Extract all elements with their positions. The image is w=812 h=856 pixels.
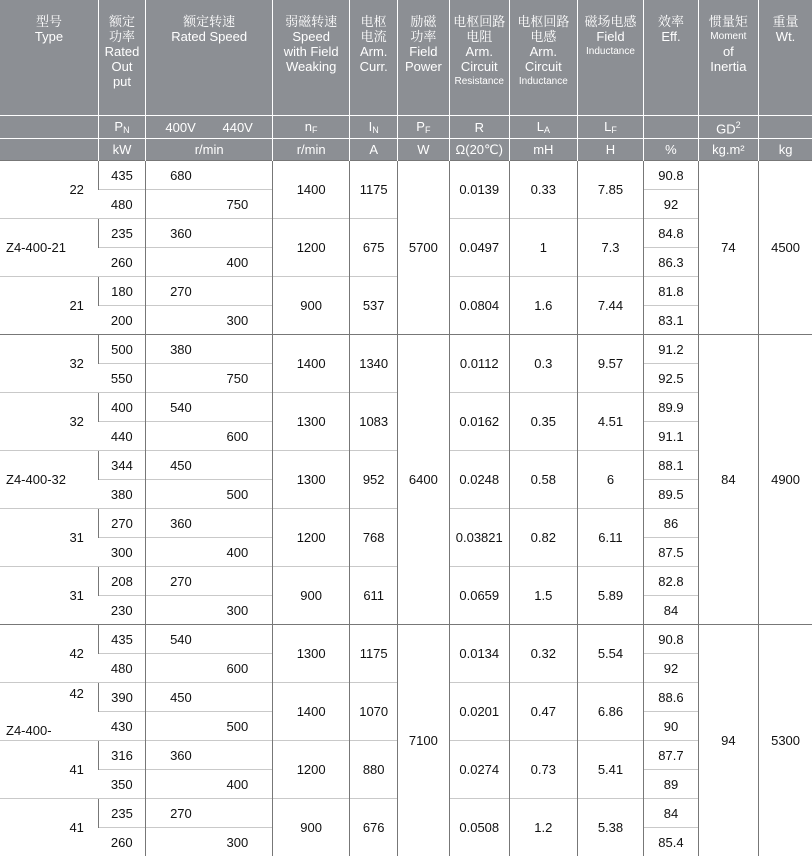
- hdr-eff: 效率 Eff.: [644, 0, 698, 116]
- type-cell: [0, 509, 98, 567]
- frame-label: 31: [0, 588, 98, 603]
- weak-speed: 900: [273, 277, 350, 335]
- unit-nf: r/min: [273, 139, 350, 161]
- sym-pf: $P_F$: [398, 116, 449, 139]
- unit-la: mH: [510, 139, 578, 161]
- arm-current: 676: [350, 799, 398, 856]
- speed-440v: 500: [146, 712, 273, 741]
- table-row: [0, 625, 812, 654]
- speed-400v: 360: [146, 509, 273, 538]
- output-kw: 208: [98, 567, 145, 596]
- sym-la: $L_A$: [510, 116, 578, 139]
- speed-400v: 360: [146, 219, 273, 248]
- efficiency: 84: [644, 596, 698, 625]
- efficiency: 91.2: [644, 335, 698, 364]
- output-kw: 400: [98, 393, 145, 422]
- type-cell: [0, 625, 98, 683]
- unit-speed: r/min: [146, 139, 273, 161]
- efficiency: 92.5: [644, 364, 698, 393]
- speed-440v: 750: [146, 364, 273, 393]
- hdr-field-inductance: 磁场电感 Field Inductance: [577, 0, 644, 116]
- resistance: 0.0139: [449, 161, 509, 219]
- sym-lf: $L_F$: [577, 116, 644, 139]
- weak-speed: 1400: [273, 335, 350, 393]
- type-cell: [0, 161, 98, 219]
- output-kw: 480: [98, 190, 145, 219]
- hdr-weak: 弱磁转速 Speed with Field Weaking: [273, 0, 350, 116]
- hdr-type: 型号 Type: [0, 0, 98, 116]
- unit-pn: kW: [98, 139, 145, 161]
- resistance: 0.0162: [449, 393, 509, 451]
- output-kw: 440: [98, 422, 145, 451]
- weight: 4500: [759, 161, 812, 335]
- arm-current: 1083: [350, 393, 398, 451]
- model-name: Z4-400-: [0, 701, 98, 738]
- sym-nf: $n_F$: [273, 116, 350, 139]
- efficiency: 92: [644, 190, 698, 219]
- speed-400v: 270: [146, 567, 273, 596]
- output-kw: 260: [98, 248, 145, 277]
- arm-inductance: 1.2: [510, 799, 578, 856]
- efficiency: 91.1: [644, 422, 698, 451]
- efficiency: 87.5: [644, 538, 698, 567]
- resistance: 0.03821: [449, 509, 509, 567]
- type-cell: [0, 451, 98, 509]
- field-inductance: 7.44: [577, 277, 644, 335]
- arm-current: 1175: [350, 625, 398, 683]
- speed-440v: 400: [146, 538, 273, 567]
- field-inductance: 7.85: [577, 161, 644, 219]
- unit-gd: kg.m²: [698, 139, 758, 161]
- table-row: [0, 335, 812, 364]
- speed-440v: 300: [146, 828, 273, 856]
- frame-label: 22: [0, 182, 98, 197]
- hdr-inductance: 电枢回路 电感 Arm. Circuit Inductance: [510, 0, 578, 116]
- model-name: Z4-400-21: [0, 240, 98, 255]
- inertia: 94: [698, 625, 758, 856]
- output-kw: 480: [98, 654, 145, 683]
- arm-inductance: 0.32: [510, 625, 578, 683]
- hdr-curr: 电枢 电流 Arm. Curr.: [350, 0, 398, 116]
- output-kw: 550: [98, 364, 145, 393]
- sym-gd: $GD^2$: [698, 116, 758, 139]
- weak-speed: 1200: [273, 741, 350, 799]
- type-cell: [0, 567, 98, 625]
- sym-pn: $P_N$: [98, 116, 145, 139]
- resistance: 0.0804: [449, 277, 509, 335]
- resistance: 0.0248: [449, 451, 509, 509]
- sym-in: $I_N$: [350, 116, 398, 139]
- arm-current: 537: [350, 277, 398, 335]
- frame-label: 42: [0, 686, 98, 701]
- arm-inductance: 1.5: [510, 567, 578, 625]
- weak-speed: 1300: [273, 393, 350, 451]
- arm-current: 768: [350, 509, 398, 567]
- type-cell: [0, 741, 98, 799]
- arm-current: 952: [350, 451, 398, 509]
- speed-400v: 540: [146, 393, 273, 422]
- type-cell: [0, 335, 98, 393]
- model-name: Z4-400-32: [0, 472, 98, 487]
- output-kw: 435: [98, 625, 145, 654]
- arm-inductance: 1.6: [510, 277, 578, 335]
- output-kw: 300: [98, 538, 145, 567]
- frame-label: 42: [0, 646, 98, 661]
- efficiency: 83.1: [644, 306, 698, 335]
- speed-440v: 300: [146, 306, 273, 335]
- field-inductance: 5.41: [577, 741, 644, 799]
- weak-speed: 1200: [273, 509, 350, 567]
- arm-inductance: 0.33: [510, 161, 578, 219]
- speed-440v: 600: [146, 654, 273, 683]
- sym-wt: [759, 116, 812, 139]
- weak-speed: 1400: [273, 161, 350, 219]
- hdr-fieldpower: 励磁 功率 Field Power: [398, 0, 449, 116]
- resistance: 0.0508: [449, 799, 509, 856]
- arm-current: 880: [350, 741, 398, 799]
- output-kw: 500: [98, 335, 145, 364]
- speed-400v: 270: [146, 277, 273, 306]
- resistance: 0.0134: [449, 625, 509, 683]
- arm-inductance: 1: [510, 219, 578, 277]
- field-inductance: 9.57: [577, 335, 644, 393]
- field-inductance: 4.51: [577, 393, 644, 451]
- output-kw: 390: [98, 683, 145, 712]
- speed-400v: 540: [146, 625, 273, 654]
- output-kw: 235: [98, 219, 145, 248]
- efficiency: 85.4: [644, 828, 698, 856]
- field-inductance: 6: [577, 451, 644, 509]
- frame-label: 32: [0, 414, 98, 429]
- weak-speed: 900: [273, 567, 350, 625]
- efficiency: 88.6: [644, 683, 698, 712]
- speed-400v: 680: [146, 161, 273, 190]
- speed-440v: 600: [146, 422, 273, 451]
- table-header: [0, 0, 812, 161]
- resistance: 0.0201: [449, 683, 509, 741]
- field-inductance: 5.38: [577, 799, 644, 856]
- output-kw: 270: [98, 509, 145, 538]
- weak-speed: 1300: [273, 451, 350, 509]
- speed-400v: 380: [146, 335, 273, 364]
- unit-wt: kg: [759, 139, 812, 161]
- arm-current: 675: [350, 219, 398, 277]
- speed-400v: 270: [146, 799, 273, 828]
- speed-440v: 300: [146, 596, 273, 625]
- table-body: [0, 161, 812, 856]
- unit-pf: W: [398, 139, 449, 161]
- arm-inductance: 0.73: [510, 741, 578, 799]
- arm-inductance: 0.82: [510, 509, 578, 567]
- output-kw: 180: [98, 277, 145, 306]
- speed-440v: 400: [146, 248, 273, 277]
- output-kw: 200: [98, 306, 145, 335]
- efficiency: 82.8: [644, 567, 698, 596]
- field-power: 7100: [398, 625, 449, 856]
- type-cell: [0, 799, 98, 856]
- hdr-inertia: 惯量矩 Moment of Inertia: [698, 0, 758, 116]
- speed-440v: 500: [146, 480, 273, 509]
- speed-440v: 400: [146, 770, 273, 799]
- resistance: 0.0112: [449, 335, 509, 393]
- resistance: 0.0274: [449, 741, 509, 799]
- output-kw: 316: [98, 741, 145, 770]
- frame-label: 31: [0, 530, 98, 545]
- field-power: 6400: [398, 335, 449, 625]
- efficiency: 87.7: [644, 741, 698, 770]
- unit-eff: %: [644, 139, 698, 161]
- field-inductance: 6.86: [577, 683, 644, 741]
- type-cell: [0, 219, 98, 277]
- unit-lf: H: [577, 139, 644, 161]
- hdr-output: 额定 功率 Rated Out put: [98, 0, 145, 116]
- hdr-speed: 额定转速 Rated Speed: [146, 0, 273, 116]
- type-cell: [0, 393, 98, 451]
- efficiency: 84: [644, 799, 698, 828]
- output-kw: 350: [98, 770, 145, 799]
- weak-speed: 1300: [273, 625, 350, 683]
- frame-label: 21: [0, 298, 98, 313]
- weak-speed: 900: [273, 799, 350, 856]
- field-inductance: 5.54: [577, 625, 644, 683]
- inertia: 84: [698, 335, 758, 625]
- output-kw: 344: [98, 451, 145, 480]
- resistance: 0.0659: [449, 567, 509, 625]
- speed-400v: 450: [146, 683, 273, 712]
- arm-inductance: 0.35: [510, 393, 578, 451]
- efficiency: 89.9: [644, 393, 698, 422]
- sym-eff: [644, 116, 698, 139]
- field-inductance: 5.89: [577, 567, 644, 625]
- output-kw: 260: [98, 828, 145, 856]
- hdr-resistance: 电枢回路 电阻 Arm. Circuit Resistance: [449, 0, 509, 116]
- arm-inductance: 0.58: [510, 451, 578, 509]
- weight: 4900: [759, 335, 812, 625]
- efficiency: 86: [644, 509, 698, 538]
- output-kw: 380: [98, 480, 145, 509]
- type-cell: [0, 683, 98, 741]
- weight: 5300: [759, 625, 812, 856]
- weak-speed: 1200: [273, 219, 350, 277]
- field-inductance: 7.3: [577, 219, 644, 277]
- hdr-weight: 重量 Wt.: [759, 0, 812, 116]
- output-kw: 235: [98, 799, 145, 828]
- sym-speed: 400V 440V: [146, 116, 273, 139]
- resistance: 0.0497: [449, 219, 509, 277]
- efficiency: 81.8: [644, 277, 698, 306]
- type-cell: [0, 277, 98, 335]
- sym-r: R: [449, 116, 509, 139]
- frame-label: 41: [0, 820, 98, 835]
- arm-inductance: 0.3: [510, 335, 578, 393]
- efficiency: 84.8: [644, 219, 698, 248]
- inertia: 74: [698, 161, 758, 335]
- efficiency: 90.8: [644, 625, 698, 654]
- arm-inductance: 0.47: [510, 683, 578, 741]
- arm-current: 1175: [350, 161, 398, 219]
- efficiency: 89.5: [644, 480, 698, 509]
- arm-current: 1340: [350, 335, 398, 393]
- output-kw: 435: [98, 161, 145, 190]
- unit-type: [0, 139, 98, 161]
- table-row: [0, 161, 812, 190]
- efficiency: 86.3: [644, 248, 698, 277]
- arm-current: 1070: [350, 683, 398, 741]
- efficiency: 89: [644, 770, 698, 799]
- unit-in: A: [350, 139, 398, 161]
- efficiency: 92: [644, 654, 698, 683]
- weak-speed: 1400: [273, 683, 350, 741]
- output-kw: 430: [98, 712, 145, 741]
- speed-400v: 450: [146, 451, 273, 480]
- efficiency: 88.1: [644, 451, 698, 480]
- unit-r: Ω(20℃): [449, 139, 509, 161]
- frame-label: 41: [0, 762, 98, 777]
- sym-type: [0, 116, 98, 139]
- speed-400v: 360: [146, 741, 273, 770]
- output-kw: 230: [98, 596, 145, 625]
- field-inductance: 6.11: [577, 509, 644, 567]
- efficiency: 90: [644, 712, 698, 741]
- frame-label: 32: [0, 356, 98, 371]
- speed-440v: 750: [146, 190, 273, 219]
- field-power: 5700: [398, 161, 449, 335]
- efficiency: 90.8: [644, 161, 698, 190]
- arm-current: 611: [350, 567, 398, 625]
